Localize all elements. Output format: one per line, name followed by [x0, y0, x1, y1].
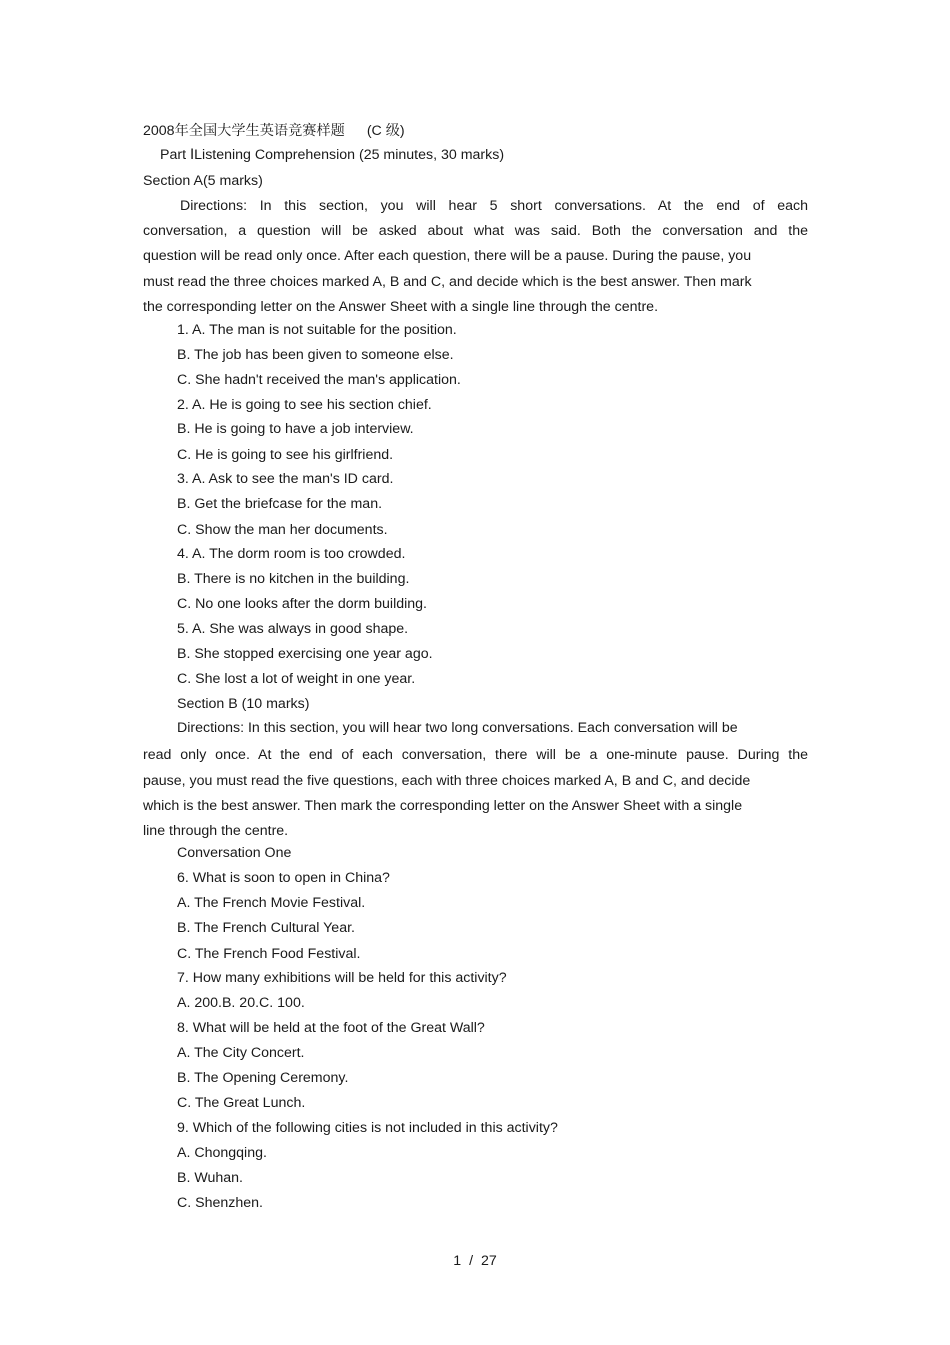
section-b-directions-line: pause, you must read the five questions, each with three choices marked A, B and C, and decide: [143, 773, 751, 789]
answer-option: A. The French Movie Festival.: [177, 895, 366, 911]
question-item: 9. Which of the following cities is not included in this activity?: [177, 1120, 558, 1136]
question-item: 2. A. He is going to see his section chief.: [177, 397, 432, 413]
question-item: 4. A. The dorm room is too crowded.: [177, 546, 406, 562]
section-a-directions-line: question will be read only once. After each question, there will be a pause. During the pause, you: [143, 248, 752, 264]
answer-option: C. The French Food Festival.: [177, 946, 361, 962]
section-b-directions-line: line through the centre.: [143, 823, 289, 839]
answer-option: B. She stopped exercising one year ago.: [177, 646, 433, 662]
answer-option: C. The Great Lunch.: [177, 1095, 306, 1111]
part-title: Part ⅠListening Comprehension (25 minutes, 30 marks): [160, 147, 505, 163]
answer-option: A. Chongqing.: [177, 1145, 267, 1161]
section-a-directions-line: conversation, a question will be asked about what was said. Both the conversation and the: [143, 223, 808, 239]
question-item: 8. What will be held at the foot of the Great Wall?: [177, 1020, 485, 1036]
answer-option: C. No one looks after the dorm building.: [177, 596, 427, 612]
section-a-directions-line: the corresponding letter on the Answer Sheet with a single line through the centre.: [143, 299, 659, 315]
answer-option: B. Wuhan.: [177, 1170, 243, 1186]
answer-option: C. He is going to see his girlfriend.: [177, 447, 394, 463]
answer-option: C. She hadn't received the man's application.: [177, 372, 461, 388]
answer-option: B. He is going to have a job interview.: [177, 421, 414, 437]
question-item: 7. How many exhibitions will be held for this activity?: [177, 970, 507, 986]
answer-option: B. The Opening Ceremony.: [177, 1070, 349, 1086]
answer-option: B. There is no kitchen in the building.: [177, 571, 410, 587]
question-item: 5. A. She was always in good shape.: [177, 621, 409, 637]
current-page: 1: [453, 1253, 462, 1269]
answer-option: A. 200.B. 20.C. 100.: [177, 995, 305, 1011]
section-a-directions-line: Directions: In this section, you will hear 5 short conversations. At the end of each: [180, 198, 808, 214]
page-number: [0, 1252, 950, 1270]
answer-option: B. The job has been given to someone else.: [177, 347, 454, 363]
page-separator: /: [469, 1253, 474, 1269]
total-pages: 27: [481, 1253, 497, 1269]
section-b-title: Section B (10 marks): [177, 696, 310, 712]
section-b-directions-line: read only once. At the end of each conversation, there will be a one-minute pause. During the: [143, 747, 808, 763]
answer-option: C. Shenzhen.: [177, 1195, 263, 1211]
section-a-title: Section A(5 marks): [143, 173, 263, 189]
answer-option: A. The City Concert.: [177, 1045, 305, 1061]
answer-option: C. She lost a lot of weight in one year.: [177, 671, 416, 687]
answer-option: B. Get the briefcase for the man.: [177, 496, 383, 512]
question-item: 3. A. Ask to see the man's ID card.: [177, 471, 394, 487]
document-title: 2008年全国大学生英语竞赛样题 (C 级): [143, 123, 405, 139]
question-item: 6. What is soon to open in China?: [177, 870, 390, 886]
section-b-directions-line: which is the best answer. Then mark the corresponding letter on the Answer Sheet with a single: [143, 798, 743, 814]
section-b-directions-line: Directions: In this section, you will hear two long conversations. Each conversation will be: [177, 720, 738, 736]
section-a-directions-line: must read the three choices marked A, B and C, and decide which is the best answer. Then mark: [143, 274, 752, 290]
conversation-title: Conversation One: [177, 845, 292, 861]
answer-option: B. The French Cultural Year.: [177, 920, 355, 936]
answer-option: C. Show the man her documents.: [177, 522, 388, 538]
question-item: 1. A. The man is not suitable for the position.: [177, 322, 457, 338]
